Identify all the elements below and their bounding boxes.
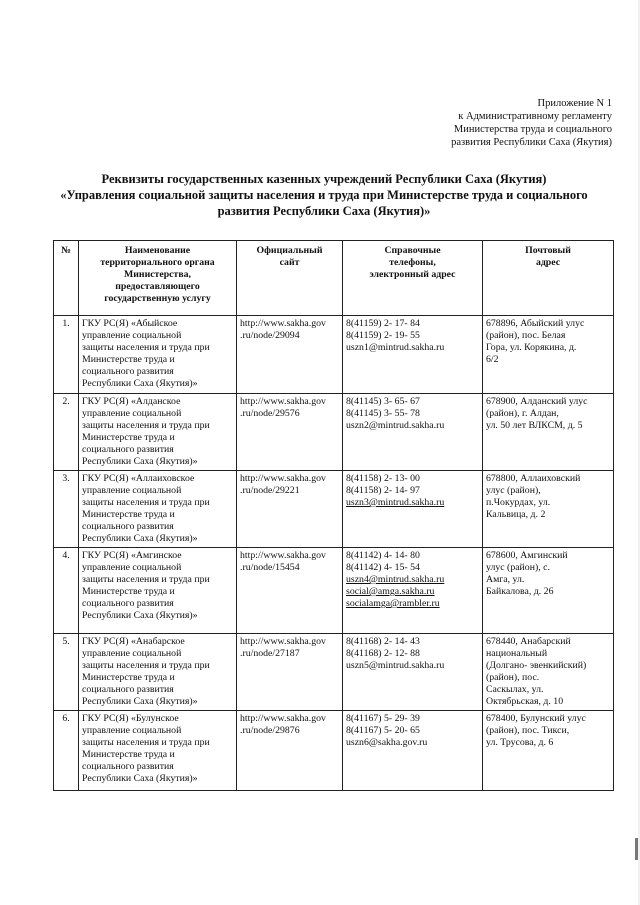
cell-line: ГКУ РС(Я) «Анабарское (82, 636, 185, 647)
appendix-line: Министерства труда и социального (453, 124, 612, 135)
org-name-cell (79, 711, 237, 791)
cell-line: Министерстве труда и (82, 432, 175, 443)
table-row (54, 471, 614, 548)
cell-line: социального развития (82, 598, 174, 609)
cell-line: uszn6@sakha.gov.ru (346, 737, 428, 748)
cell-line: Официальный (256, 245, 323, 256)
website-link (237, 471, 343, 548)
cell-line: 678440, Анабарский (486, 636, 571, 647)
cell-line: social@amga.sakha.ru (346, 586, 435, 597)
cell-line: Республики Саха (Якутия)» (82, 696, 198, 707)
cell-line: государственную услугу (104, 293, 211, 304)
cell-line: защиты населения и труда при (82, 342, 210, 353)
cell-line: (район), пос. Белая (486, 330, 566, 341)
table-row (54, 394, 614, 471)
contacts-cell (343, 316, 483, 394)
cell-line: uszn2@mintrud.sakha.ru (346, 420, 445, 431)
cell-line: защиты населения и труда при (82, 660, 210, 671)
address-cell (483, 394, 614, 471)
cell-line: Байкалова, д. 26 (486, 586, 554, 597)
cell-line: ул. 50 лет ВЛКСМ, д. 5 (486, 420, 583, 431)
header-num: № (54, 241, 79, 316)
cell-line: социального развития (82, 521, 174, 532)
cell-line: 8(41142) 4- 14- 80 (346, 550, 420, 561)
cell-line: .ru/node/15454 (240, 562, 300, 573)
org-name-cell (79, 316, 237, 394)
cell-line: управление социальной (82, 725, 182, 736)
title-line: Реквизиты государственных казенных учреждений Республики Саха (Якутия) (101, 172, 547, 186)
cell-line: Республики Саха (Якутия)» (82, 610, 198, 621)
cell-line: 8(41145) 3- 55- 78 (346, 408, 420, 419)
org-name-cell (79, 634, 237, 711)
title-line: развития Республики Саха (Якутия)» (217, 204, 431, 218)
cell-line: Республики Саха (Якутия)» (82, 378, 198, 389)
cell-line: социального развития (82, 684, 174, 695)
cell-line: социального развития (82, 444, 174, 455)
cell-line: территориального органа (100, 257, 215, 268)
scan-mark (635, 838, 638, 860)
cell-line: 8(41167) 5- 29- 39 (346, 713, 420, 724)
org-name-cell (79, 394, 237, 471)
cell-line: Справочные (384, 245, 441, 256)
website-link (237, 548, 343, 634)
cell-line: http://www.sakha.gov (240, 473, 326, 484)
cell-line: электронный адрес (369, 269, 456, 280)
cell-line: управление социальной (82, 408, 182, 419)
cell-line: 8(41159) 2- 19- 55 (346, 330, 420, 341)
cell-line: Министерстве труда и (82, 586, 175, 597)
cell-line: 678900, Алданский улус (486, 396, 588, 407)
cell-line: 8(41159) 2- 17- 84 (346, 318, 420, 329)
table-row (54, 634, 614, 711)
website-link (237, 394, 343, 471)
cell-line: socialamga@rambler.ru (346, 598, 440, 609)
cell-line: сайт (279, 257, 300, 268)
row-number: 3. (54, 471, 79, 548)
cell-line: .ru/node/29094 (240, 330, 300, 341)
table-row (54, 548, 614, 634)
cell-line: Министерстве труда и (82, 672, 175, 683)
cell-line: 8(41168) 2- 14- 43 (346, 636, 420, 647)
cell-line: uszn1@mintrud.sakha.ru (346, 342, 445, 353)
cell-line: .ru/node/27187 (240, 648, 300, 659)
row-number: 4. (54, 548, 79, 634)
cell-line: (район), пос. (486, 672, 540, 683)
institutions-table (53, 240, 614, 791)
cell-line: .ru/node/29576 (240, 408, 300, 419)
contacts-cell (343, 634, 483, 711)
cell-line: http://www.sakha.gov (240, 318, 326, 329)
table-row (54, 316, 614, 394)
cell-line: Кальвица, д. 2 (486, 509, 546, 520)
cell-line: улус (район), (486, 485, 541, 496)
address-cell (483, 634, 614, 711)
cell-line: Республики Саха (Якутия)» (82, 456, 198, 467)
address-cell (483, 316, 614, 394)
cell-line: .ru/node/29221 (240, 485, 300, 496)
cell-line: 678400, Булунский улус (486, 713, 586, 724)
cell-line: 6/2 (486, 354, 499, 365)
row-number: 1. (54, 316, 79, 394)
appendix-line: развития Республики Саха (Якутия) (451, 137, 612, 148)
website-link (237, 634, 343, 711)
cell-line: 8(41145) 3- 65- 67 (346, 396, 420, 407)
website-link (237, 711, 343, 791)
cell-line: 8(41168) 2- 12- 88 (346, 648, 420, 659)
cell-line: защиты населения и труда при (82, 574, 210, 585)
cell-line: Министерства, (124, 269, 191, 280)
cell-line: ГКУ РС(Я) «Аллаиховское (82, 473, 195, 484)
cell-line: защиты населения и труда при (82, 497, 210, 508)
header-phones (343, 241, 483, 316)
cell-line: ул. Трусова, д. 6 (486, 737, 554, 748)
address-cell (483, 471, 614, 548)
cell-line: улус (район), с. (486, 562, 550, 573)
contacts-cell (343, 471, 483, 548)
address-cell (483, 548, 614, 634)
cell-line: национальный (486, 648, 548, 659)
cell-line: (район), г. Алдан, (486, 408, 559, 419)
contacts-cell (343, 711, 483, 791)
title-line: «Управления социальной защиты населения и труда при Министерстве труда и социального (60, 188, 588, 202)
header-address (483, 241, 614, 316)
appendix-note (392, 97, 612, 149)
cell-line: uszn3@mintrud.sakha.ru (346, 497, 445, 508)
cell-line: Республики Саха (Якутия)» (82, 773, 198, 784)
cell-line: (Долгано- эвенкийский) (486, 660, 587, 671)
appendix-line: к Административному регламенту (458, 111, 612, 122)
cell-line: телефоны, (389, 257, 436, 268)
cell-line: http://www.sakha.gov (240, 550, 326, 561)
row-number: 2. (54, 394, 79, 471)
header-name (79, 241, 237, 316)
cell-line: адрес (535, 257, 561, 268)
cell-line: защиты населения и труда при (82, 420, 210, 431)
cell-line: 8(41158) 2- 13- 00 (346, 473, 420, 484)
cell-line: Саскылах, ул. (486, 684, 544, 695)
cell-line: социального развития (82, 761, 174, 772)
row-number: 5. (54, 634, 79, 711)
cell-line: 678896, Абыйский улус (486, 318, 585, 329)
header-site (237, 241, 343, 316)
cell-line: Республики Саха (Якутия)» (82, 533, 198, 544)
cell-line: Амга, ул. (486, 574, 525, 585)
cell-line: Министерстве труда и (82, 354, 175, 365)
cell-line: социального развития (82, 366, 174, 377)
cell-line: ГКУ РС(Я) «Абыйское (82, 318, 178, 329)
cell-line: ГКУ РС(Я) «Булунское (82, 713, 179, 724)
document-title (40, 171, 608, 219)
cell-line: управление социальной (82, 485, 182, 496)
cell-line: предоставляющего (115, 281, 200, 292)
table-header-row (54, 241, 614, 316)
cell-line: управление социальной (82, 648, 182, 659)
cell-line: 8(41158) 2- 14- 97 (346, 485, 420, 496)
cell-line: uszn4@mintrud.sakha.ru (346, 574, 445, 585)
appendix-line: Приложение N 1 (537, 98, 612, 109)
cell-line: .ru/node/29876 (240, 725, 300, 736)
cell-line: (район), пос. Тикси, (486, 725, 570, 736)
org-name-cell (79, 471, 237, 548)
cell-line: п.Чокурдах, ул. (486, 497, 551, 508)
row-number: 6. (54, 711, 79, 791)
cell-line: ГКУ РС(Я) «Амгинское (82, 550, 182, 561)
cell-line: uszn5@mintrud.sakha.ru (346, 660, 445, 671)
cell-line: 678800, Аллаиховский (486, 473, 581, 484)
cell-line: http://www.sakha.gov (240, 636, 326, 647)
cell-line: 678600, Амгинский (486, 550, 568, 561)
cell-line: управление социальной (82, 562, 182, 573)
cell-line: http://www.sakha.gov (240, 396, 326, 407)
cell-line: Гора, ул. Корякина, д. (486, 342, 577, 353)
cell-line: ГКУ РС(Я) «Алданское (82, 396, 181, 407)
website-link (237, 316, 343, 394)
cell-line: управление социальной (82, 330, 182, 341)
contacts-cell (343, 548, 483, 634)
contacts-cell (343, 394, 483, 471)
cell-line: Наименование (124, 245, 191, 256)
address-cell (483, 711, 614, 791)
table-row (54, 711, 614, 791)
cell-line: 8(41142) 4- 15- 54 (346, 562, 420, 573)
cell-line: Министерстве труда и (82, 509, 175, 520)
cell-line: Министерстве труда и (82, 749, 175, 760)
cell-line: защиты населения и труда при (82, 737, 210, 748)
cell-line: Почтовый (525, 245, 571, 256)
org-name-cell (79, 548, 237, 634)
cell-line: Октябрьская, д. 10 (486, 696, 564, 707)
cell-line: http://www.sakha.gov (240, 713, 326, 724)
cell-line: 8(41167) 5- 20- 65 (346, 725, 420, 736)
